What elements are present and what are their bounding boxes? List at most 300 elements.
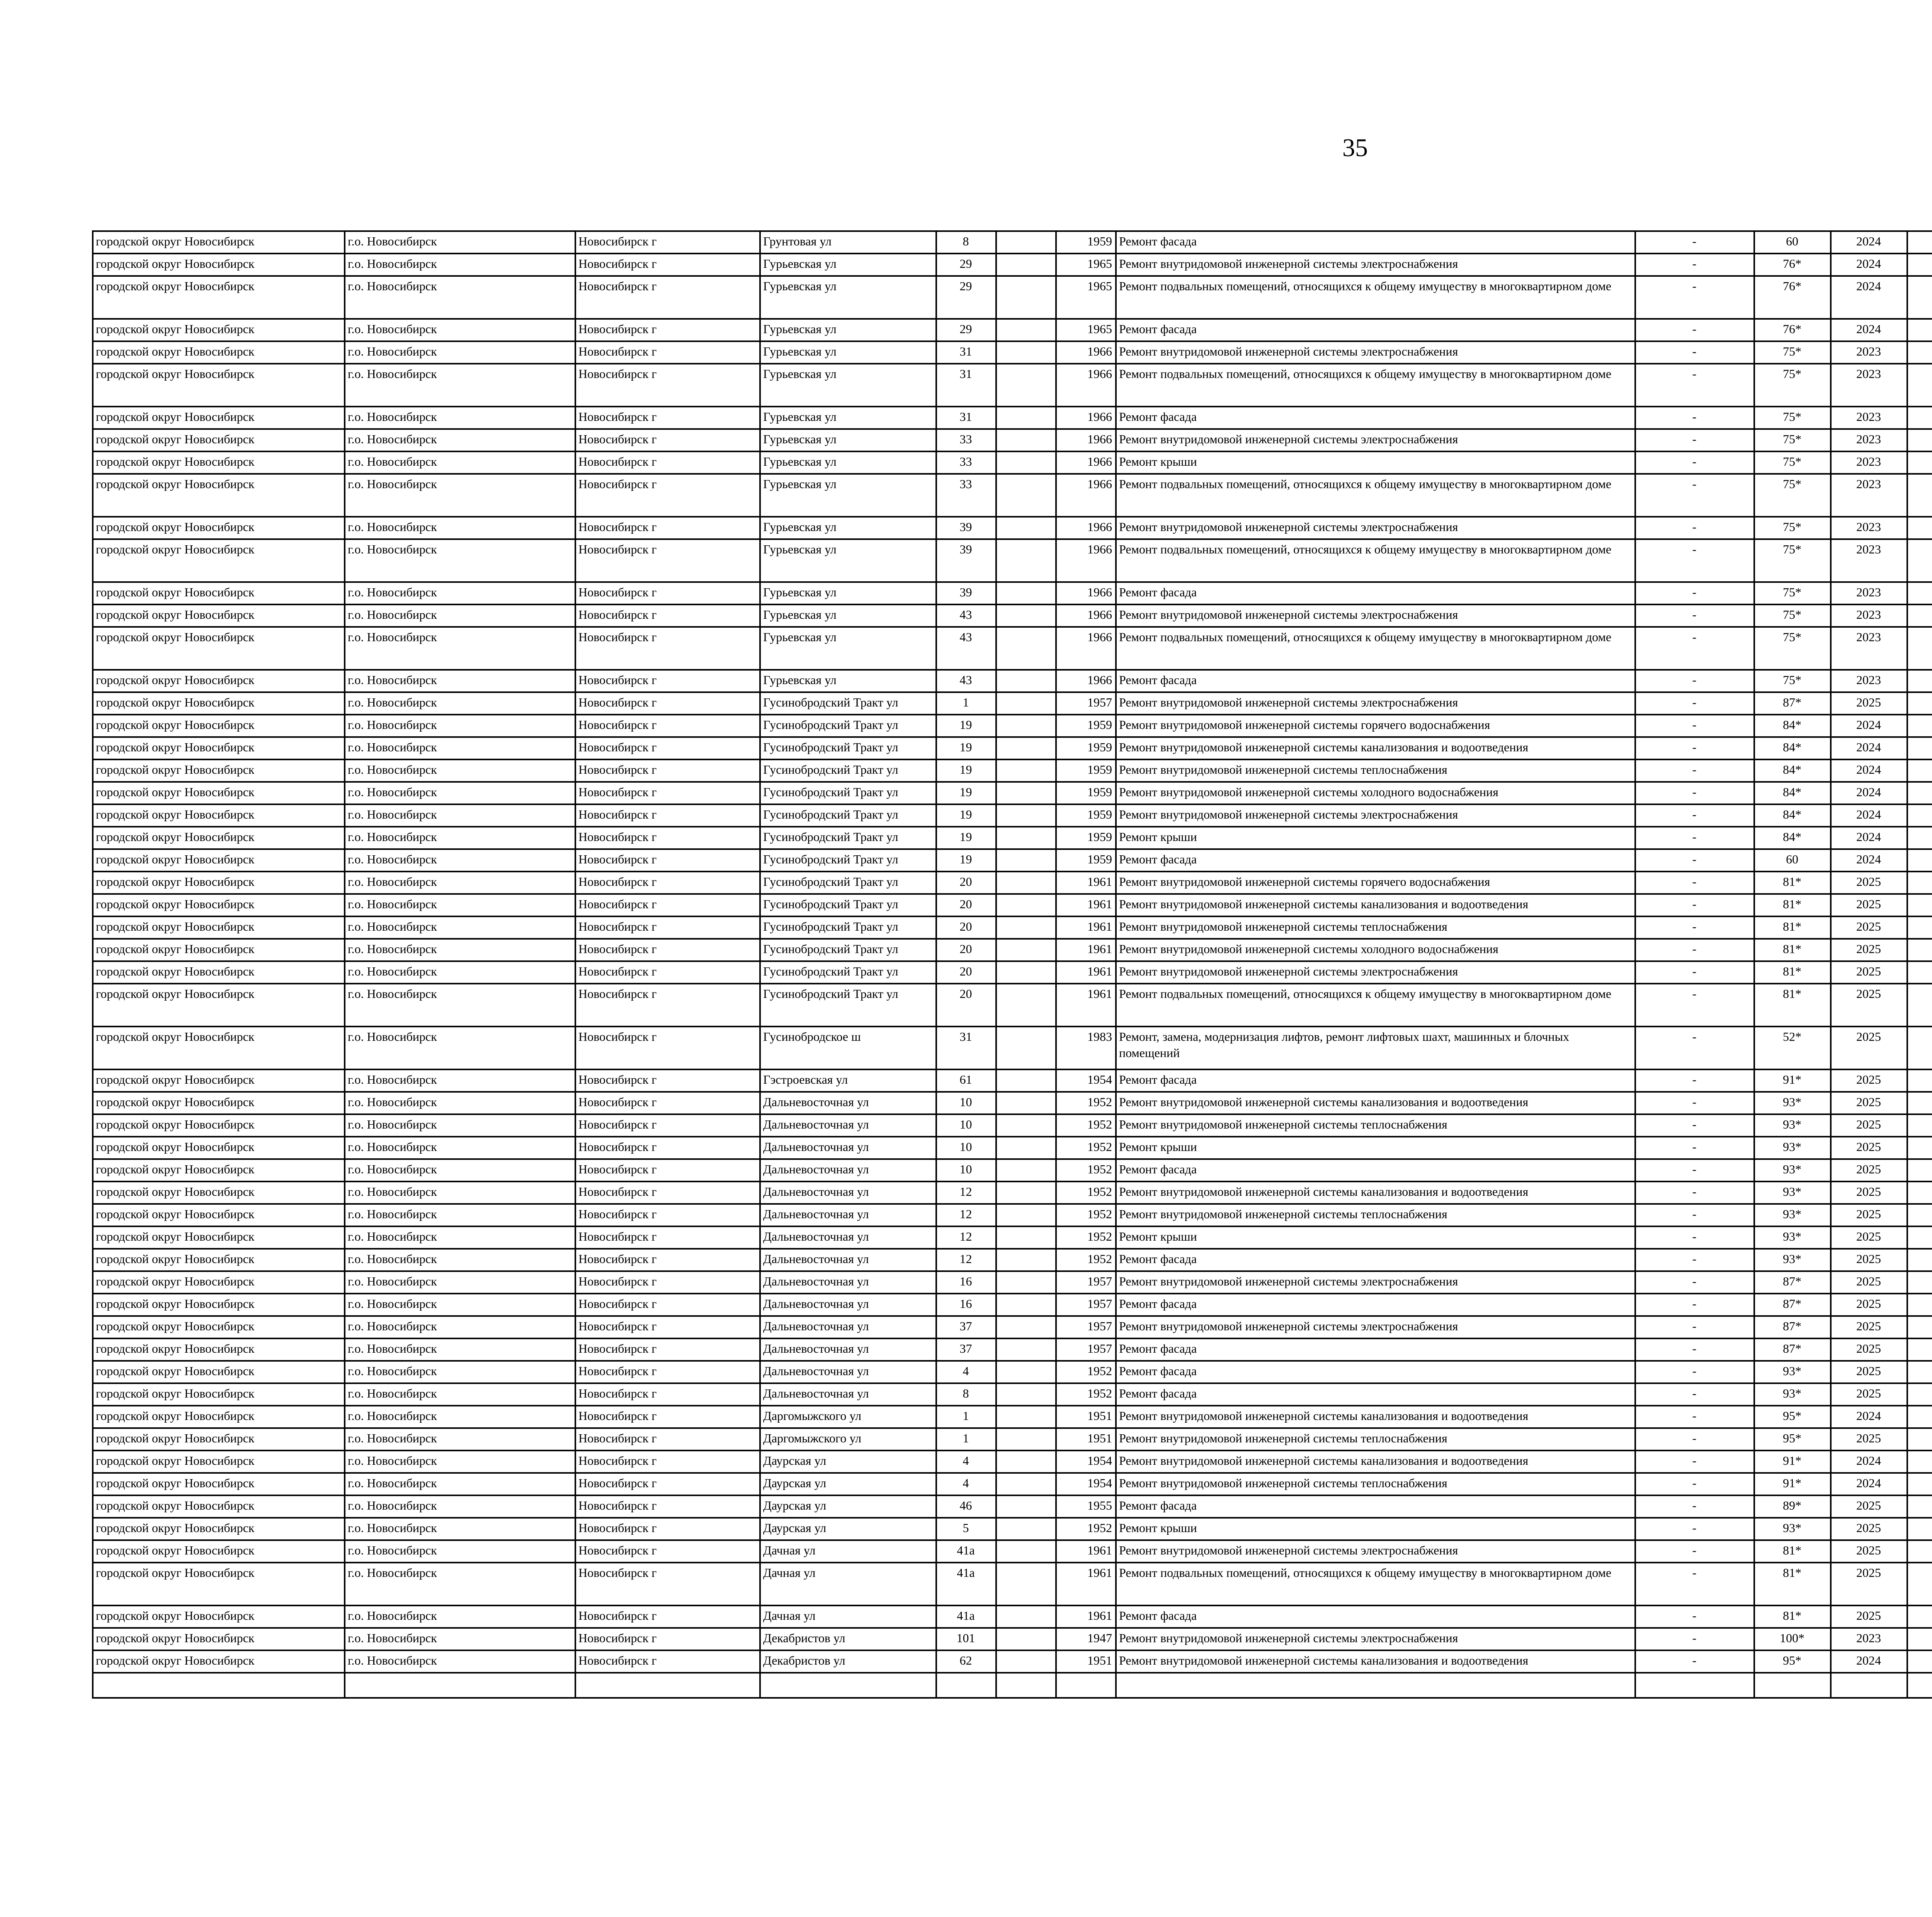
cell-short-municipality: г.о. Новосибирск bbox=[345, 604, 575, 627]
cell-plan-year-start: 2025 bbox=[1831, 1182, 1907, 1204]
cell-year-built: 1983 bbox=[1056, 1027, 1116, 1069]
cell-wear-percent: 75* bbox=[1754, 474, 1831, 517]
cell-work-type: Ремонт внутридомовой инженерной системы горячего водоснабжения bbox=[1116, 715, 1635, 737]
cell-short-municipality: г.о. Новосибирск bbox=[345, 1204, 575, 1226]
table-row bbox=[93, 1361, 1932, 1383]
cell-year-built: 1961 bbox=[1056, 916, 1116, 939]
cell-house-number: 41а bbox=[936, 1605, 996, 1628]
cell-separator-dash: - bbox=[1635, 984, 1754, 1027]
cell-year-built: 1952 bbox=[1056, 1361, 1116, 1383]
cell-short-municipality: г.о. Новосибирск bbox=[345, 319, 575, 341]
cell-separator-dash: - bbox=[1635, 1114, 1754, 1137]
cell-year-built: 1952 bbox=[1056, 1204, 1116, 1226]
cell-locality: Новосибирск г bbox=[575, 231, 760, 254]
cell-municipality: городской округ Новосибирск bbox=[93, 1605, 345, 1628]
cell-wear-percent: 93* bbox=[1754, 1383, 1831, 1406]
cell-separator-dash: - bbox=[1635, 1069, 1754, 1092]
cell-locality: Новосибирск г bbox=[575, 1451, 760, 1473]
cell-separator-dash: - bbox=[1635, 1137, 1754, 1159]
cell-separator-dash: - bbox=[1635, 804, 1754, 827]
cell-wear-percent: 93* bbox=[1754, 1204, 1831, 1226]
cell-building bbox=[996, 759, 1056, 782]
cell-plan-year-start: 2023 bbox=[1831, 539, 1907, 582]
cell-empty bbox=[936, 1673, 996, 1698]
cell-separator-dash: - bbox=[1635, 916, 1754, 939]
cell-locality: Новосибирск г bbox=[575, 1338, 760, 1361]
cell-locality: Новосибирск г bbox=[575, 984, 760, 1027]
cell-plan-year-start: 2024 bbox=[1831, 254, 1907, 276]
cell-plan-year-end bbox=[1907, 1428, 1932, 1451]
cell-work-type: Ремонт фасада bbox=[1116, 1069, 1635, 1092]
cell-municipality: городской округ Новосибирск bbox=[93, 1361, 345, 1383]
cell-locality: Новосибирск г bbox=[575, 474, 760, 517]
cell-short-municipality: г.о. Новосибирск bbox=[345, 517, 575, 539]
cell-empty bbox=[93, 1673, 345, 1698]
cell-year-built: 1959 bbox=[1056, 737, 1116, 759]
cell-house-number: 33 bbox=[936, 451, 996, 474]
cell-plan-year-start: 2024 bbox=[1831, 1406, 1907, 1428]
cell-plan-year-start: 2023 bbox=[1831, 407, 1907, 429]
cell-building bbox=[996, 276, 1056, 319]
cell-building bbox=[996, 1406, 1056, 1428]
cell-plan-year-start: 2024 bbox=[1831, 737, 1907, 759]
cell-year-built: 1954 bbox=[1056, 1069, 1116, 1092]
cell-short-municipality: г.о. Новосибирск bbox=[345, 1316, 575, 1338]
cell-work-type: Ремонт фасада bbox=[1116, 319, 1635, 341]
cell-building bbox=[996, 407, 1056, 429]
cell-wear-percent: 95* bbox=[1754, 1650, 1831, 1673]
cell-plan-year-end bbox=[1907, 872, 1932, 894]
cell-house-number: 12 bbox=[936, 1226, 996, 1249]
cell-house-number: 20 bbox=[936, 961, 996, 984]
cell-year-built: 1966 bbox=[1056, 451, 1116, 474]
cell-separator-dash: - bbox=[1635, 1182, 1754, 1204]
cell-locality: Новосибирск г bbox=[575, 1628, 760, 1650]
cell-year-built: 1951 bbox=[1056, 1428, 1116, 1451]
cell-building bbox=[996, 1451, 1056, 1473]
table-row bbox=[93, 429, 1932, 451]
cell-work-type: Ремонт подвальных помещений, относящихся к общему имуществу в многоквартирном доме bbox=[1116, 1563, 1635, 1605]
table-row bbox=[93, 1628, 1932, 1650]
cell-building bbox=[996, 1563, 1056, 1605]
cell-house-number: 12 bbox=[936, 1182, 996, 1204]
cell-plan-year-end bbox=[1907, 276, 1932, 319]
cell-year-built: 1966 bbox=[1056, 474, 1116, 517]
cell-plan-year-start: 2023 bbox=[1831, 341, 1907, 364]
cell-year-built: 1959 bbox=[1056, 849, 1116, 872]
cell-house-number: 20 bbox=[936, 984, 996, 1027]
table-row bbox=[93, 872, 1932, 894]
cell-municipality: городской округ Новосибирск bbox=[93, 319, 345, 341]
cell-building bbox=[996, 627, 1056, 670]
cell-house-number: 1 bbox=[936, 692, 996, 715]
cell-house-number: 12 bbox=[936, 1204, 996, 1226]
cell-plan-year-start: 2025 bbox=[1831, 1137, 1907, 1159]
page-number: 35 bbox=[1342, 134, 1368, 162]
cell-street: Гусинобродский Тракт ул bbox=[760, 804, 936, 827]
cell-street: Гурьевская ул bbox=[760, 604, 936, 627]
cell-separator-dash: - bbox=[1635, 670, 1754, 692]
cell-street: Дальневосточная ул bbox=[760, 1092, 936, 1114]
cell-building bbox=[996, 1069, 1056, 1092]
cell-wear-percent: 84* bbox=[1754, 715, 1831, 737]
cell-municipality: городской округ Новосибирск bbox=[93, 254, 345, 276]
cell-separator-dash: - bbox=[1635, 737, 1754, 759]
cell-locality: Новосибирск г bbox=[575, 1182, 760, 1204]
cell-house-number: 39 bbox=[936, 517, 996, 539]
cell-year-built: 1966 bbox=[1056, 582, 1116, 604]
cell-street: Гусинобродский Тракт ул bbox=[760, 715, 936, 737]
cell-house-number: 37 bbox=[936, 1316, 996, 1338]
cell-municipality: городской округ Новосибирск bbox=[93, 1563, 345, 1605]
cell-wear-percent: 95* bbox=[1754, 1428, 1831, 1451]
cell-work-type: Ремонт внутридомовой инженерной системы канализования и водоотведения bbox=[1116, 1406, 1635, 1428]
cell-empty bbox=[575, 1673, 760, 1698]
cell-street: Даргомыжского ул bbox=[760, 1406, 936, 1428]
cell-year-built: 1951 bbox=[1056, 1406, 1116, 1428]
cell-locality: Новосибирск г bbox=[575, 737, 760, 759]
cell-work-type: Ремонт внутридомовой инженерной системы горячего водоснабжения bbox=[1116, 872, 1635, 894]
cell-municipality: городской округ Новосибирск bbox=[93, 849, 345, 872]
cell-street: Гурьевская ул bbox=[760, 319, 936, 341]
cell-house-number: 37 bbox=[936, 1338, 996, 1361]
cell-building bbox=[996, 474, 1056, 517]
cell-plan-year-start: 2025 bbox=[1831, 1092, 1907, 1114]
cell-house-number: 16 bbox=[936, 1294, 996, 1316]
cell-house-number: 4 bbox=[936, 1451, 996, 1473]
cell-building bbox=[996, 364, 1056, 407]
cell-short-municipality: г.о. Новосибирск bbox=[345, 1518, 575, 1540]
cell-wear-percent: 81* bbox=[1754, 1540, 1831, 1563]
cell-locality: Новосибирск г bbox=[575, 1271, 760, 1294]
cell-street: Гурьевская ул bbox=[760, 582, 936, 604]
cell-work-type: Ремонт крыши bbox=[1116, 451, 1635, 474]
cell-house-number: 29 bbox=[936, 319, 996, 341]
cell-year-built: 1959 bbox=[1056, 715, 1116, 737]
cell-locality: Новосибирск г bbox=[575, 1204, 760, 1226]
cell-street: Дальневосточная ул bbox=[760, 1137, 936, 1159]
cell-separator-dash: - bbox=[1635, 517, 1754, 539]
cell-work-type: Ремонт внутридомовой инженерной системы теплоснабжения bbox=[1116, 1204, 1635, 1226]
cell-house-number: 19 bbox=[936, 804, 996, 827]
cell-locality: Новосибирск г bbox=[575, 627, 760, 670]
cell-wear-percent: 81* bbox=[1754, 961, 1831, 984]
cell-year-built: 1966 bbox=[1056, 517, 1116, 539]
cell-municipality: городской округ Новосибирск bbox=[93, 1294, 345, 1316]
cell-street: Гусинобродский Тракт ул bbox=[760, 827, 936, 849]
cell-building bbox=[996, 849, 1056, 872]
cell-separator-dash: - bbox=[1635, 474, 1754, 517]
table-row bbox=[93, 1428, 1932, 1451]
cell-year-built: 1957 bbox=[1056, 1316, 1116, 1338]
cell-municipality: городской округ Новосибирск bbox=[93, 1628, 345, 1650]
cell-work-type: Ремонт подвальных помещений, относящихся к общему имуществу в многоквартирном доме bbox=[1116, 474, 1635, 517]
cell-work-type: Ремонт фасада bbox=[1116, 1495, 1635, 1518]
cell-building bbox=[996, 804, 1056, 827]
cell-wear-percent: 84* bbox=[1754, 827, 1831, 849]
cell-building bbox=[996, 782, 1056, 804]
cell-street: Гурьевская ул bbox=[760, 627, 936, 670]
cell-separator-dash: - bbox=[1635, 539, 1754, 582]
cell-empty bbox=[1754, 1673, 1831, 1698]
cell-wear-percent: 87* bbox=[1754, 1271, 1831, 1294]
cell-separator-dash: - bbox=[1635, 1338, 1754, 1361]
cell-plan-year-start: 2025 bbox=[1831, 916, 1907, 939]
table-row bbox=[93, 1406, 1932, 1428]
cell-building bbox=[996, 1182, 1056, 1204]
cell-municipality: городской округ Новосибирск bbox=[93, 1114, 345, 1137]
cell-short-municipality: г.о. Новосибирск bbox=[345, 1428, 575, 1451]
cell-building bbox=[996, 1605, 1056, 1628]
cell-wear-percent: 81* bbox=[1754, 872, 1831, 894]
cell-wear-percent: 75* bbox=[1754, 604, 1831, 627]
cell-street: Гурьевская ул bbox=[760, 451, 936, 474]
table-row bbox=[93, 1316, 1932, 1338]
cell-locality: Новосибирск г bbox=[575, 1092, 760, 1114]
table-row bbox=[93, 1092, 1932, 1114]
cell-short-municipality: г.о. Новосибирск bbox=[345, 961, 575, 984]
table-row bbox=[93, 364, 1932, 407]
cell-work-type: Ремонт внутридомовой инженерной системы электроснабжения bbox=[1116, 804, 1635, 827]
table-row bbox=[93, 1473, 1932, 1495]
table-row bbox=[93, 715, 1932, 737]
cell-separator-dash: - bbox=[1635, 939, 1754, 961]
cell-locality: Новосибирск г bbox=[575, 1650, 760, 1673]
cell-building bbox=[996, 451, 1056, 474]
cell-municipality: городской округ Новосибирск bbox=[93, 1473, 345, 1495]
cell-municipality: городской округ Новосибирск bbox=[93, 627, 345, 670]
cell-separator-dash: - bbox=[1635, 1518, 1754, 1540]
cell-building bbox=[996, 1628, 1056, 1650]
cell-short-municipality: г.о. Новосибирск bbox=[345, 254, 575, 276]
cell-street: Дальневосточная ул bbox=[760, 1182, 936, 1204]
cell-plan-year-end bbox=[1907, 1451, 1932, 1473]
cell-plan-year-start: 2025 bbox=[1831, 1518, 1907, 1540]
cell-municipality: городской округ Новосибирск bbox=[93, 961, 345, 984]
cell-plan-year-start: 2025 bbox=[1831, 1338, 1907, 1361]
cell-wear-percent: 75* bbox=[1754, 517, 1831, 539]
cell-building bbox=[996, 1137, 1056, 1159]
cell-short-municipality: г.о. Новосибирск bbox=[345, 1540, 575, 1563]
cell-plan-year-end bbox=[1907, 1182, 1932, 1204]
cell-house-number: 46 bbox=[936, 1495, 996, 1518]
cell-wear-percent: 93* bbox=[1754, 1182, 1831, 1204]
table-row bbox=[93, 1204, 1932, 1226]
cell-year-built: 1952 bbox=[1056, 1182, 1116, 1204]
cell-separator-dash: - bbox=[1635, 849, 1754, 872]
table-row bbox=[93, 804, 1932, 827]
cell-building bbox=[996, 1204, 1056, 1226]
cell-plan-year-start: 2025 bbox=[1831, 1159, 1907, 1182]
cell-plan-year-start: 2023 bbox=[1831, 670, 1907, 692]
table-body bbox=[93, 231, 1932, 1698]
cell-locality: Новосибирск г bbox=[575, 939, 760, 961]
table-row bbox=[93, 1383, 1932, 1406]
cell-separator-dash: - bbox=[1635, 715, 1754, 737]
cell-plan-year-start: 2024 bbox=[1831, 231, 1907, 254]
cell-plan-year-end bbox=[1907, 1027, 1932, 1069]
cell-house-number: 41а bbox=[936, 1540, 996, 1563]
cell-street: Гусинобродский Тракт ул bbox=[760, 872, 936, 894]
cell-wear-percent: 60 bbox=[1754, 231, 1831, 254]
cell-municipality: городской округ Новосибирск bbox=[93, 1540, 345, 1563]
cell-plan-year-start: 2025 bbox=[1831, 1495, 1907, 1518]
cell-locality: Новосибирск г bbox=[575, 1226, 760, 1249]
cell-year-built: 1947 bbox=[1056, 1628, 1116, 1650]
cell-year-built: 1961 bbox=[1056, 872, 1116, 894]
cell-work-type: Ремонт фасада bbox=[1116, 1294, 1635, 1316]
cell-work-type: Ремонт фасада bbox=[1116, 1361, 1635, 1383]
cell-short-municipality: г.о. Новосибирск bbox=[345, 539, 575, 582]
cell-plan-year-end bbox=[1907, 582, 1932, 604]
cell-municipality: городской округ Новосибирск bbox=[93, 341, 345, 364]
cell-year-built: 1966 bbox=[1056, 341, 1116, 364]
cell-municipality: городской округ Новосибирск bbox=[93, 692, 345, 715]
cell-separator-dash: - bbox=[1635, 1092, 1754, 1114]
cell-house-number: 29 bbox=[936, 276, 996, 319]
cell-plan-year-end bbox=[1907, 254, 1932, 276]
cell-year-built: 1959 bbox=[1056, 782, 1116, 804]
cell-work-type: Ремонт фасада bbox=[1116, 1338, 1635, 1361]
cell-separator-dash: - bbox=[1635, 1226, 1754, 1249]
cell-wear-percent: 87* bbox=[1754, 1294, 1831, 1316]
cell-street: Гурьевская ул bbox=[760, 276, 936, 319]
cell-locality: Новосибирск г bbox=[575, 849, 760, 872]
cell-plan-year-end bbox=[1907, 1338, 1932, 1361]
cell-wear-percent: 81* bbox=[1754, 916, 1831, 939]
cell-plan-year-start: 2024 bbox=[1831, 782, 1907, 804]
table-row bbox=[93, 604, 1932, 627]
cell-street: Дальневосточная ул bbox=[760, 1226, 936, 1249]
cell-street: Грунтовая ул bbox=[760, 231, 936, 254]
cell-plan-year-start: 2024 bbox=[1831, 319, 1907, 341]
cell-wear-percent: 84* bbox=[1754, 782, 1831, 804]
cell-year-built: 1959 bbox=[1056, 759, 1116, 782]
table-row bbox=[93, 849, 1932, 872]
cell-wear-percent: 81* bbox=[1754, 1563, 1831, 1605]
cell-municipality: городской округ Новосибирск bbox=[93, 1518, 345, 1540]
cell-wear-percent: 60 bbox=[1754, 849, 1831, 872]
cell-plan-year-start: 2023 bbox=[1831, 429, 1907, 451]
cell-short-municipality: г.о. Новосибирск bbox=[345, 1451, 575, 1473]
cell-wear-percent: 76* bbox=[1754, 254, 1831, 276]
cell-separator-dash: - bbox=[1635, 1406, 1754, 1428]
cell-work-type: Ремонт подвальных помещений, относящихся к общему имуществу в многоквартирном доме bbox=[1116, 539, 1635, 582]
cell-work-type: Ремонт внутридомовой инженерной системы канализования и водоотведения bbox=[1116, 1650, 1635, 1673]
cell-locality: Новосибирск г bbox=[575, 517, 760, 539]
cell-locality: Новосибирск г bbox=[575, 782, 760, 804]
cell-empty bbox=[1907, 1673, 1932, 1698]
cell-municipality: городской округ Новосибирск bbox=[93, 474, 345, 517]
cell-plan-year-end bbox=[1907, 341, 1932, 364]
cell-separator-dash: - bbox=[1635, 429, 1754, 451]
cell-street: Дальневосточная ул bbox=[760, 1204, 936, 1226]
cell-house-number: 19 bbox=[936, 782, 996, 804]
cell-municipality: городской округ Новосибирск bbox=[93, 759, 345, 782]
cell-short-municipality: г.о. Новосибирск bbox=[345, 276, 575, 319]
cell-separator-dash: - bbox=[1635, 231, 1754, 254]
cell-plan-year-start: 2024 bbox=[1831, 1650, 1907, 1673]
cell-work-type: Ремонт внутридомовой инженерной системы канализования и водоотведения bbox=[1116, 1182, 1635, 1204]
cell-building bbox=[996, 1383, 1056, 1406]
cell-house-number: 101 bbox=[936, 1628, 996, 1650]
table-row bbox=[93, 670, 1932, 692]
cell-locality: Новосибирск г bbox=[575, 451, 760, 474]
cell-work-type: Ремонт внутридомовой инженерной системы холодного водоснабжения bbox=[1116, 782, 1635, 804]
cell-street: Гурьевская ул bbox=[760, 539, 936, 582]
cell-separator-dash: - bbox=[1635, 1428, 1754, 1451]
cell-municipality: городской округ Новосибирск bbox=[93, 916, 345, 939]
cell-building bbox=[996, 1249, 1056, 1271]
cell-short-municipality: г.о. Новосибирск bbox=[345, 341, 575, 364]
cell-municipality: городской округ Новосибирск bbox=[93, 670, 345, 692]
cell-municipality: городской округ Новосибирск bbox=[93, 894, 345, 916]
cell-work-type: Ремонт внутридомовой инженерной системы электроснабжения bbox=[1116, 1540, 1635, 1563]
cell-work-type: Ремонт внутридомовой инженерной системы холодного водоснабжения bbox=[1116, 939, 1635, 961]
cell-house-number: 10 bbox=[936, 1114, 996, 1137]
cell-building bbox=[996, 1159, 1056, 1182]
cell-locality: Новосибирск г bbox=[575, 276, 760, 319]
cell-house-number: 19 bbox=[936, 827, 996, 849]
cell-locality: Новосибирск г bbox=[575, 1294, 760, 1316]
cell-street: Гусинобродский Тракт ул bbox=[760, 782, 936, 804]
cell-street: Гурьевская ул bbox=[760, 341, 936, 364]
cell-wear-percent: 81* bbox=[1754, 894, 1831, 916]
cell-municipality: городской округ Новосибирск bbox=[93, 782, 345, 804]
cell-house-number: 4 bbox=[936, 1473, 996, 1495]
cell-municipality: городской округ Новосибирск bbox=[93, 517, 345, 539]
cell-house-number: 29 bbox=[936, 254, 996, 276]
cell-municipality: городской округ Новосибирск bbox=[93, 1406, 345, 1428]
cell-year-built: 1961 bbox=[1056, 1563, 1116, 1605]
cell-work-type: Ремонт подвальных помещений, относящихся к общему имуществу в многоквартирном доме bbox=[1116, 276, 1635, 319]
table-row bbox=[93, 827, 1932, 849]
cell-short-municipality: г.о. Новосибирск bbox=[345, 364, 575, 407]
cell-year-built: 1952 bbox=[1056, 1226, 1116, 1249]
cell-locality: Новосибирск г bbox=[575, 1518, 760, 1540]
cell-locality: Новосибирск г bbox=[575, 1159, 760, 1182]
cell-plan-year-end bbox=[1907, 737, 1932, 759]
table-row bbox=[93, 1451, 1932, 1473]
cell-plan-year-end bbox=[1907, 827, 1932, 849]
cell-wear-percent: 93* bbox=[1754, 1137, 1831, 1159]
table-row bbox=[93, 407, 1932, 429]
cell-empty bbox=[1831, 1673, 1907, 1698]
cell-wear-percent: 75* bbox=[1754, 451, 1831, 474]
cell-short-municipality: г.о. Новосибирск bbox=[345, 737, 575, 759]
cell-building bbox=[996, 1092, 1056, 1114]
cell-work-type: Ремонт внутридомовой инженерной системы канализования и водоотведения bbox=[1116, 737, 1635, 759]
table-row bbox=[93, 961, 1932, 984]
repair-registry-table bbox=[92, 230, 1932, 1699]
cell-municipality: городской округ Новосибирск bbox=[93, 1451, 345, 1473]
cell-house-number: 31 bbox=[936, 364, 996, 407]
cell-separator-dash: - bbox=[1635, 1473, 1754, 1495]
cell-plan-year-end bbox=[1907, 1092, 1932, 1114]
cell-street: Гусинобродское ш bbox=[760, 1027, 936, 1069]
cell-municipality: городской округ Новосибирск bbox=[93, 364, 345, 407]
cell-locality: Новосибирск г bbox=[575, 319, 760, 341]
cell-house-number: 8 bbox=[936, 231, 996, 254]
cell-plan-year-end bbox=[1907, 1249, 1932, 1271]
cell-year-built: 1966 bbox=[1056, 627, 1116, 670]
cell-year-built: 1965 bbox=[1056, 276, 1116, 319]
cell-year-built: 1961 bbox=[1056, 939, 1116, 961]
cell-short-municipality: г.о. Новосибирск bbox=[345, 872, 575, 894]
cell-work-type: Ремонт внутридомовой инженерной системы теплоснабжения bbox=[1116, 1473, 1635, 1495]
cell-short-municipality: г.о. Новосибирск bbox=[345, 1249, 575, 1271]
cell-plan-year-start: 2025 bbox=[1831, 1249, 1907, 1271]
